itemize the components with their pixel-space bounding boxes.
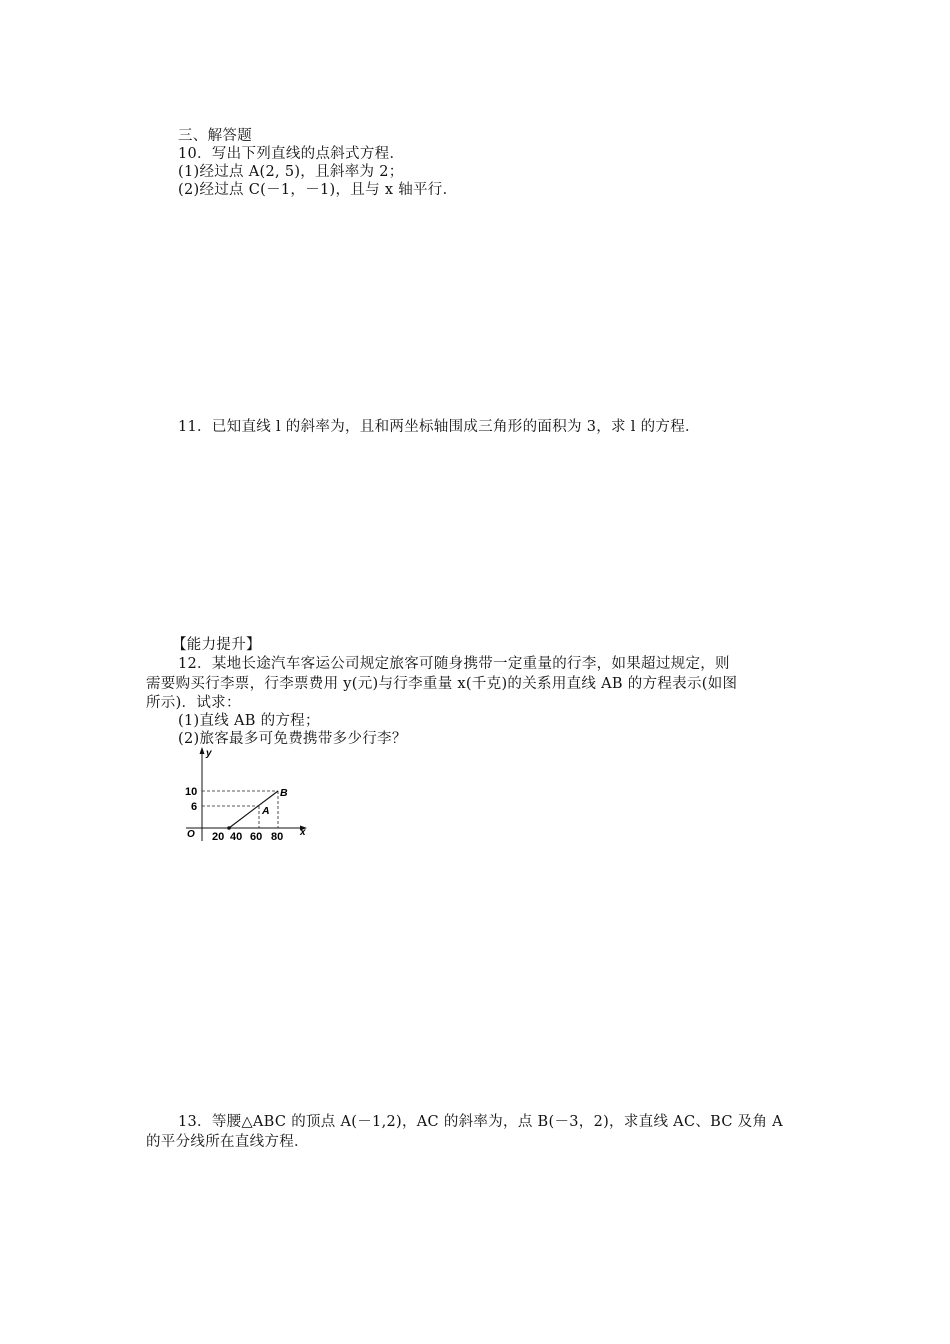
q13-line1: 13．等腰△ABC 的顶点 A(－1,2)，AC 的斜率为，点 B(－3，2)，求直线 AC、BC 及角 A [178, 1114, 783, 1130]
q11-stem: 11．已知直线 l 的斜率为，且和两坐标轴围成三角形的面积为 3，求 l 的方程． [178, 419, 700, 435]
q12-line3: 所示)．试求： [146, 695, 241, 711]
q10-part2: (2)经过点 C(－1，－1)，且与 x 轴平行． [178, 182, 458, 198]
x-tick-80: 80 [271, 831, 284, 843]
x-axis-label: x [300, 827, 306, 838]
q12-line1: 12．某地长途汽车客运公司规定旅客可随身携带一定重量的行李，如果超过规定，则 [178, 656, 730, 672]
section-heading: 三、解答题 [178, 128, 252, 144]
q12-part1: (1)直线 AB 的方程； [178, 713, 320, 729]
point-b-label: B [280, 787, 288, 799]
x-tick-40: 40 [230, 831, 243, 843]
y-tick-10: 10 [185, 786, 198, 798]
q12-part2: (2)旅客最多可免费携带多少行李？ [178, 731, 407, 747]
x-tick-60: 60 [250, 831, 263, 843]
point-a-label: A [262, 805, 270, 817]
q10-stem: 10．写出下列直线的点斜式方程． [178, 146, 405, 162]
ability-heading: 【能力提升】 [172, 637, 261, 653]
q13-line2: 的平分线所在直线方程． [146, 1134, 309, 1150]
y-tick-6: 6 [191, 801, 198, 813]
q12-line2: 需要购买行李票，行李票费用 y(元)与行李重量 x(千克)的关系用直线 AB 的方程表示(如图 [146, 676, 738, 692]
q10-part1: (1)经过点 A(2, 5)，且斜率为 2； [178, 164, 404, 180]
origin-label: O [187, 829, 195, 840]
x-intercept-point [227, 826, 231, 830]
y-axis-arrow-icon [200, 747, 205, 754]
y-axis-label: y [206, 748, 212, 759]
x-tick-20: 20 [212, 831, 225, 843]
luggage-fee-graph [172, 745, 312, 845]
line-ab [229, 791, 278, 828]
